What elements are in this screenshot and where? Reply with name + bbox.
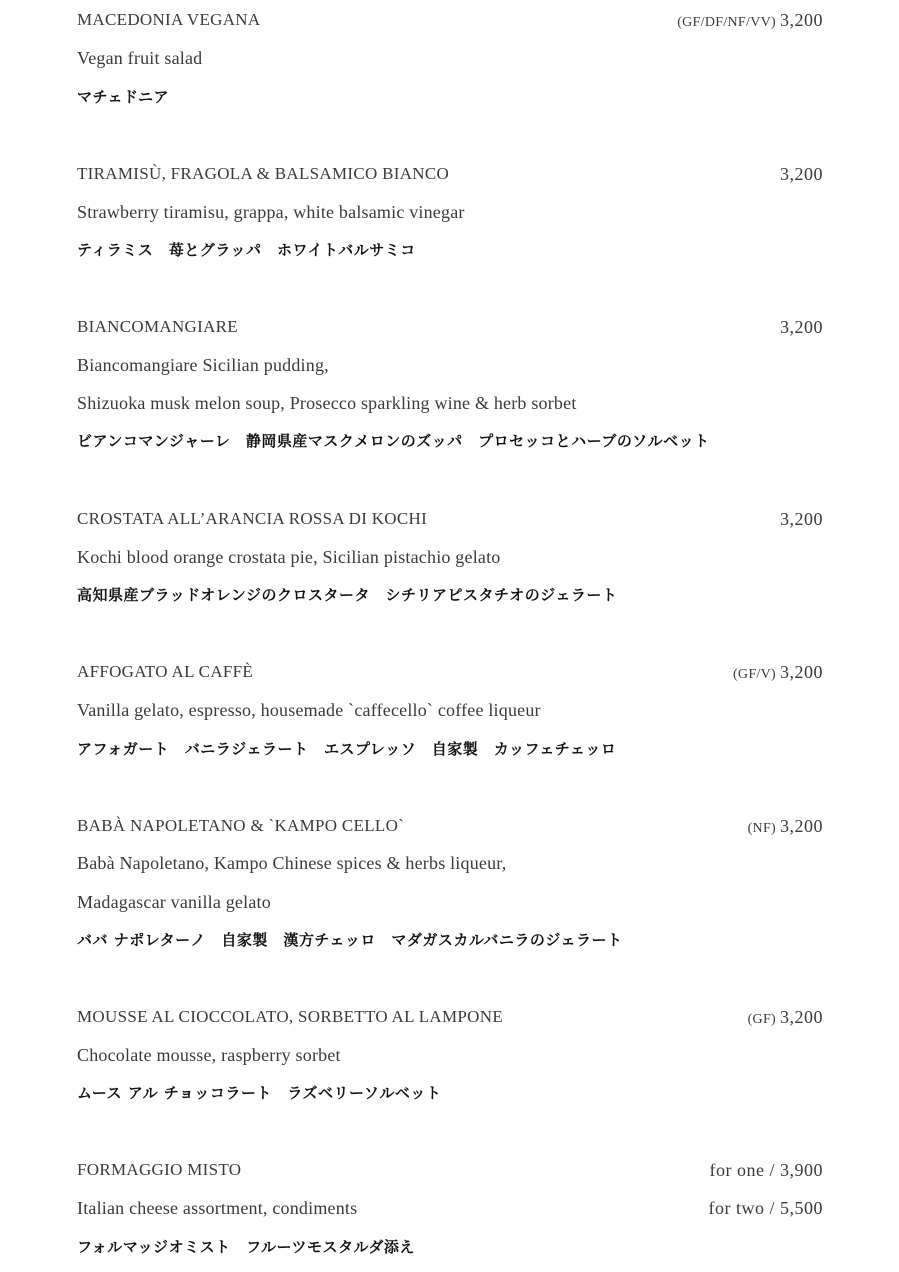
item-name: CROSTATA ALL’ARANCIA ROSSA DI KOCHI 3,200	[77, 500, 823, 538]
item-description: Italian cheese assortment, condiments for two / 5,500	[77, 1189, 823, 1227]
item-price: (NF) 3,200	[747, 816, 823, 836]
item-name: AFFOGATO AL CAFFÈ (GF/V) 3,200	[77, 653, 823, 691]
diet-tags: (GF/V)	[732, 667, 776, 682]
item-name: MACEDONIA VEGANA (GF/DF/NF/VV) 3,200	[77, 1, 823, 39]
item-description: Chocolate mousse, raspberry sorbet	[77, 1045, 341, 1065]
item-name: FORMAGGIO MISTO for one / 3,900	[77, 1151, 823, 1189]
item-price: 3,200	[780, 509, 823, 529]
item-description-line-2: Shizuoka musk melon soup, Prosecco sparkling wine & herb sorbet	[77, 393, 577, 413]
item-japanese-name: アフォガート バニラジェラート エスプレッソ 自家製 カッフェチェッロ	[77, 740, 617, 758]
item-name: BABÀ NAPOLETANO & `KAMPO CELLO` (NF) 3,200	[77, 807, 823, 845]
item-japanese-name: ババ ナポレターノ 自家製 漢方チェッロ マダガスカルバニラのジェラート	[77, 931, 623, 949]
diet-tags: (GF)	[747, 1012, 776, 1027]
item-price: (GF/DF/NF/VV) 3,200	[677, 10, 823, 30]
item-description: Kochi blood orange crostata pie, Sicilian pistachio gelato	[77, 547, 501, 567]
item-price: (GF/V) 3,200	[732, 662, 823, 682]
item-description: Strawberry tiramisu, grappa, white balsamic vinegar	[77, 202, 465, 222]
diet-tags: (GF/DF/NF/VV)	[677, 15, 776, 30]
item-name: MOUSSE AL CIOCCOLATO, SORBETTO AL LAMPONE (GF) 3,200	[77, 998, 823, 1036]
item-japanese-name: ビアンコマンジャーレ 静岡県産マスクメロンのズッパ プロセッコとハーブのソルベット	[77, 432, 710, 450]
item-price: 3,200	[780, 164, 823, 184]
item-name: TIRAMISÙ, FRAGOLA & BALSAMICO BIANCO 3,200	[77, 155, 823, 193]
item-japanese-name: フォルマッジオミスト フルーツモスタルダ添え	[77, 1238, 415, 1256]
price-for-one: for one / 3,900	[709, 1160, 823, 1180]
item-description: Vegan fruit salad	[77, 48, 203, 68]
diet-tags: (NF)	[747, 821, 776, 836]
item-japanese-name: マチェドニア	[77, 88, 169, 106]
item-japanese-name: ムース アル チョッコラート ラズベリーソルベット	[77, 1084, 442, 1102]
item-description: Babà Napoletano, Kampo Chinese spices & herbs liqueur,	[77, 853, 507, 873]
item-japanese-name: ティラミス 苺とグラッパ ホワイトバルサミコ	[77, 241, 416, 259]
item-price: (GF) 3,200	[747, 1007, 823, 1027]
item-price: 3,200	[780, 317, 823, 337]
item-description-line-2: Madagascar vanilla gelato	[77, 892, 271, 912]
price-for-two: for two / 5,500	[708, 1198, 823, 1218]
item-description: Biancomangiare Sicilian pudding,	[77, 355, 329, 375]
item-description: Vanilla gelato, espresso, housemade `caffecello` coffee liqueur	[77, 700, 541, 720]
item-japanese-name: 高知県産ブラッドオレンジのクロスタータ シチリアピスタチオのジェラート	[77, 586, 618, 604]
item-name: BIANCOMANGIARE 3,200	[77, 308, 823, 346]
